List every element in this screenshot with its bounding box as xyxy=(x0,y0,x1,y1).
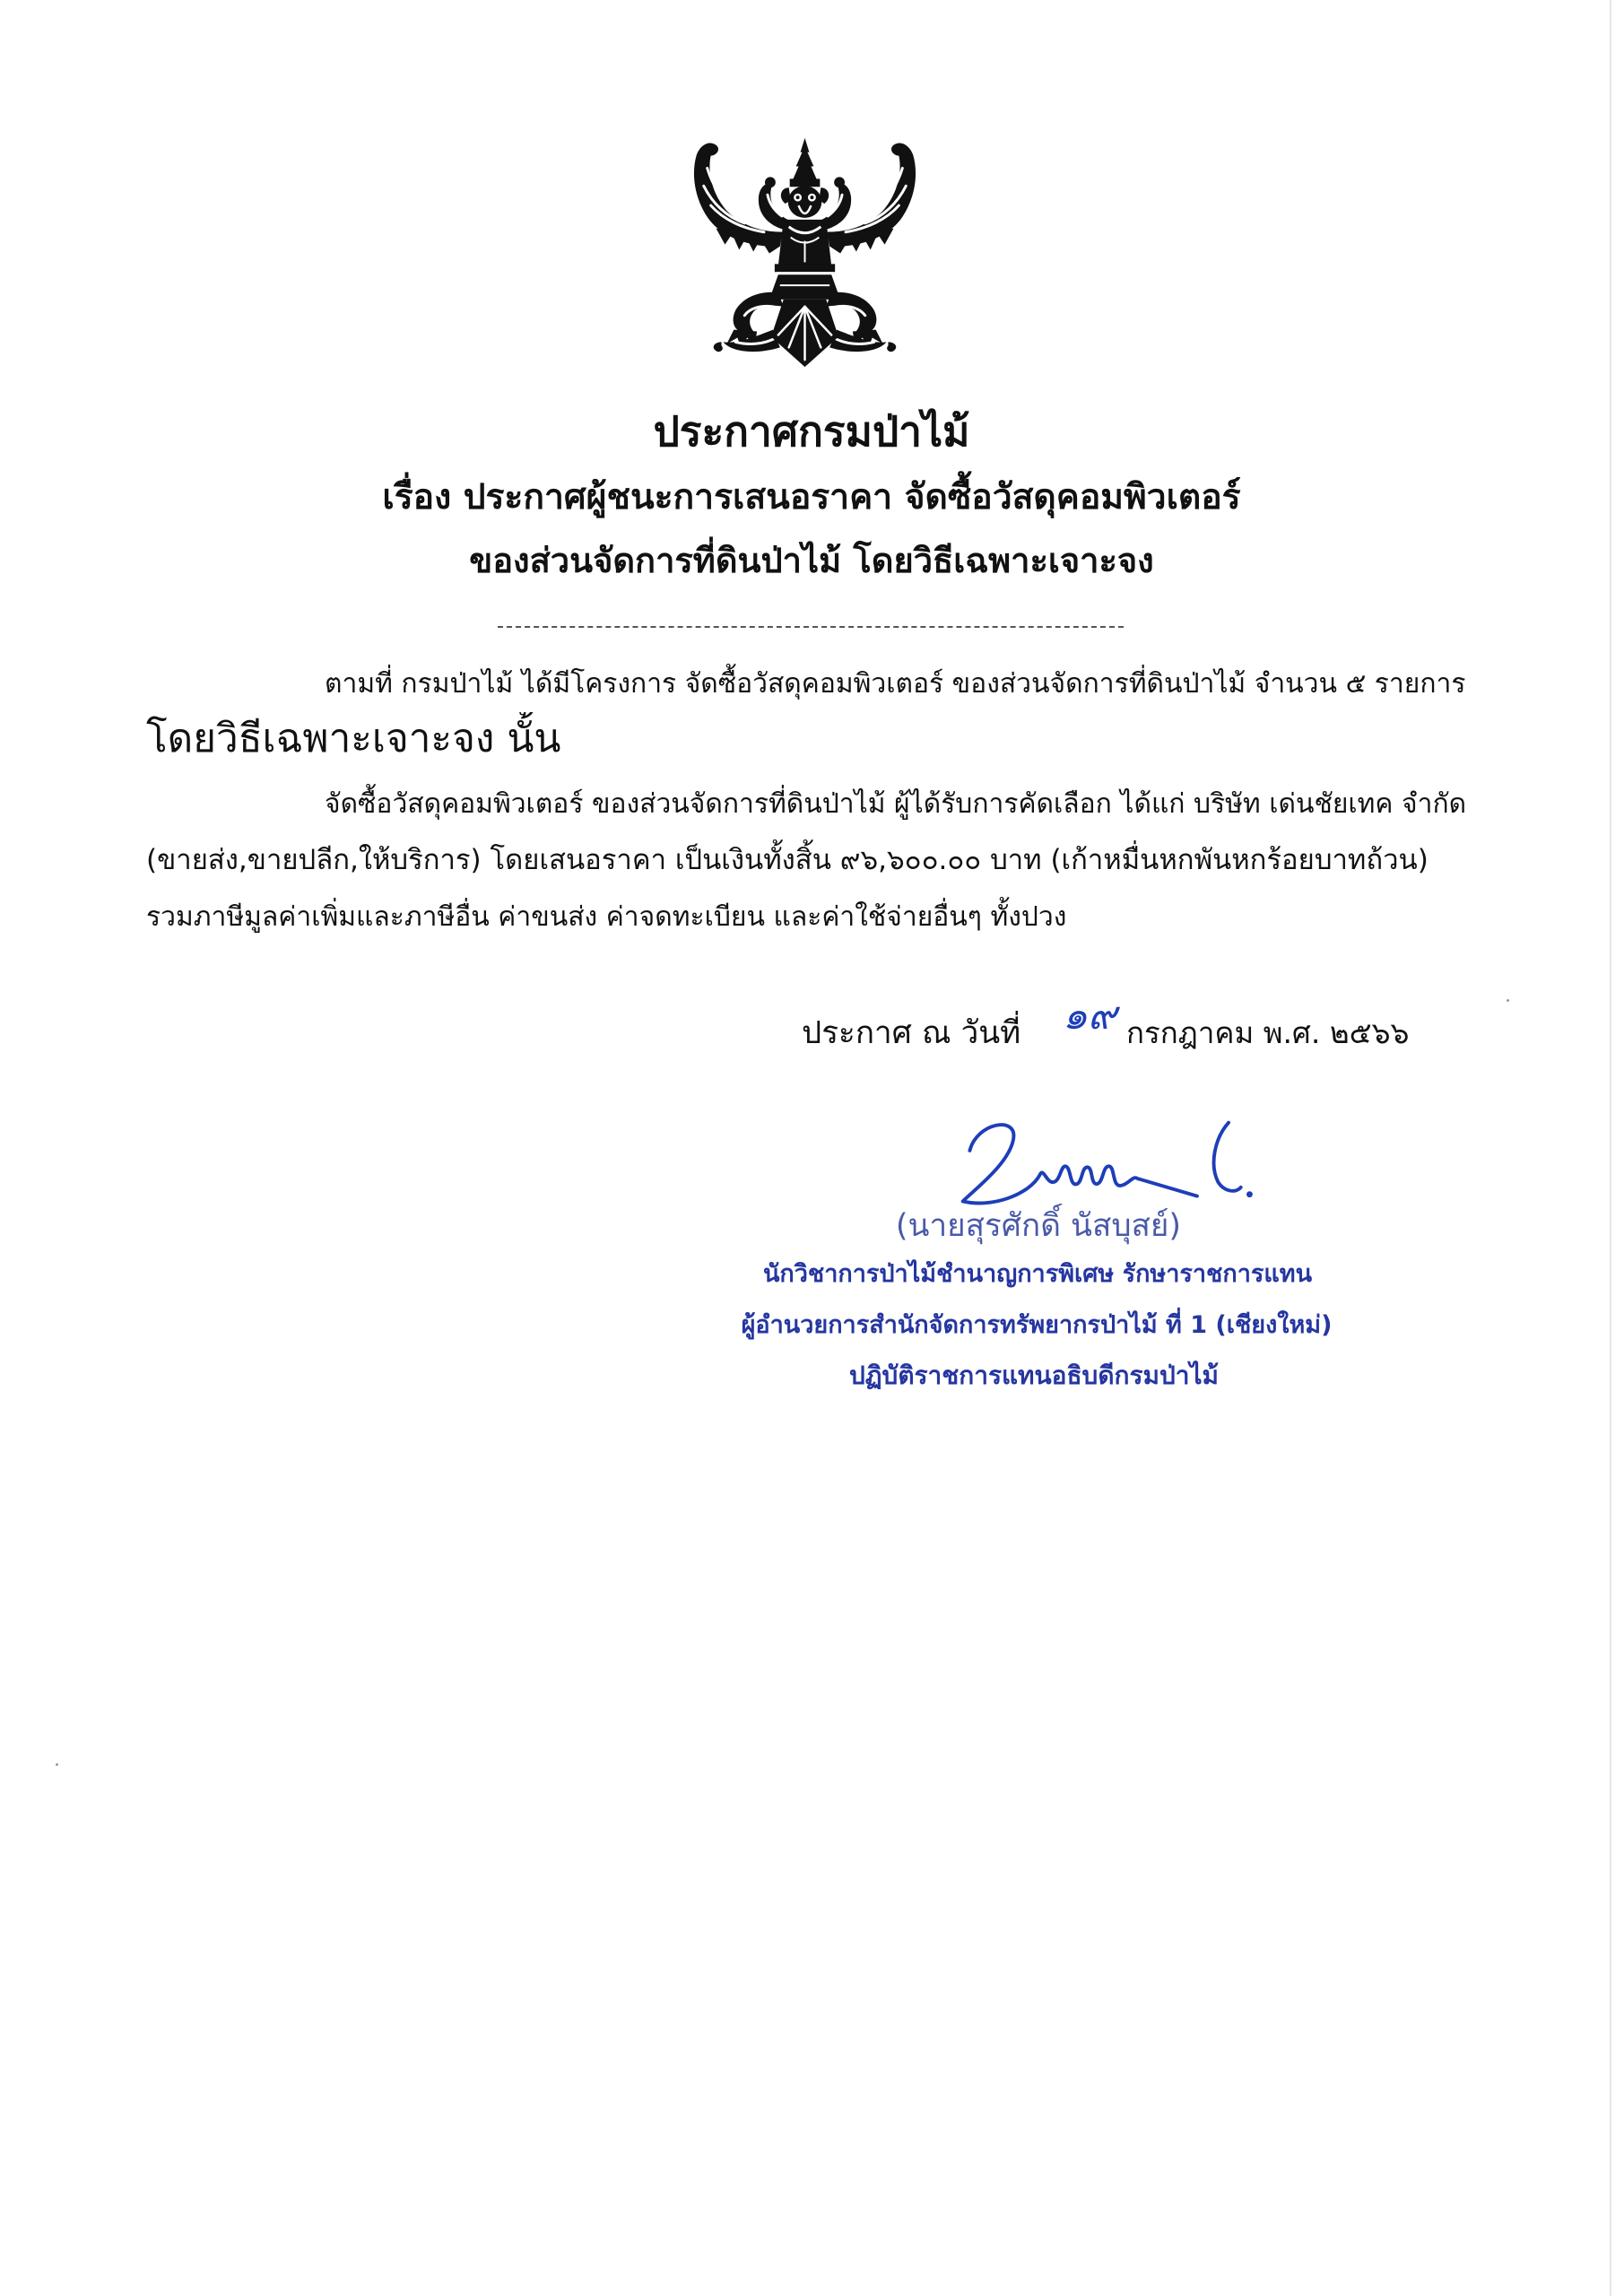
signatory-delegation: ปฏิบัติราชการแทนอธิบดีกรมป่าไม้ xyxy=(848,1361,1219,1390)
document-subject-continued: ของส่วนจัดการที่ดินป่าไม้ โดยวิธีเฉพาะเจาะจง xyxy=(469,541,1154,580)
signatory-position: นักวิชาการป่าไม้ชำนาญการพิเศษ รักษาราชการแทน xyxy=(762,1260,1313,1288)
scan-edge xyxy=(1610,0,1611,2296)
title-divider xyxy=(498,626,1124,628)
paragraph-2-line-3: รวมภาษีมูลค่าเพิ่มและภาษีอื่น ค่าขนส่ง ค่าจดทะเบียน และค่าใช้จ่ายอื่นๆ ทั้งปวง xyxy=(146,901,1067,933)
signatory-acting-for: ผู้อำนวยการสำนักจัดการทรัพยากรป่าไม้ ที่ 1 (เชียงใหม่) xyxy=(741,1311,1333,1339)
date-day-handwritten: ๑๙ xyxy=(1062,993,1117,1039)
scan-speck xyxy=(1507,999,1509,1002)
paragraph-1-line-2: โดยวิธีเฉพาะเจาะจง นั้น xyxy=(146,716,561,761)
paragraph-2-line-1: จัดซื้อวัสดุคอมพิวเตอร์ ของส่วนจัดการที่ดินป่าไม้ ผู้ได้รับการคัดเลือก ได้แก่ บริษัท เด่นชัยเทค จำกัด xyxy=(325,788,1467,820)
document-subject: เรื่อง ประกาศผู้ชนะการเสนอราคา จัดซื้อวัสดุคอมพิวเตอร์ xyxy=(382,477,1241,517)
date-label: ประกาศ ณ วันที่ xyxy=(802,1015,1021,1051)
garuda-center xyxy=(769,138,840,367)
signatory-name: (นายสุรศักดิ์ นัสบุสย์) xyxy=(895,1208,1182,1244)
handwritten-signature xyxy=(951,1112,1265,1217)
date-month-year: กรกฎาคม พ.ศ. ๒๕๖๖ xyxy=(1126,1015,1410,1050)
scan-speck xyxy=(56,1763,58,1766)
paragraph-1-line-1: ตามที่ กรมป่าไม้ ได้มีโครงการ จัดซื้อวัสดุคอมพิวเตอร์ ของส่วนจัดการที่ดินป่าไม้ จำนวน ๕ รายการ xyxy=(325,668,1466,700)
garuda-emblem-icon xyxy=(681,132,929,373)
document-title: ประกาศกรมป่าไม้ xyxy=(653,407,970,456)
paragraph-2-line-2: (ขายส่ง,ขายปลีก,ให้บริการ) โดยเสนอราคา เป็นเงินทั้งสิ้น ๙๖,๖๐๐.๐๐ บาท (เก้าหมื่นหกพันหกร้อยบาทถ้วน) xyxy=(146,844,1429,876)
